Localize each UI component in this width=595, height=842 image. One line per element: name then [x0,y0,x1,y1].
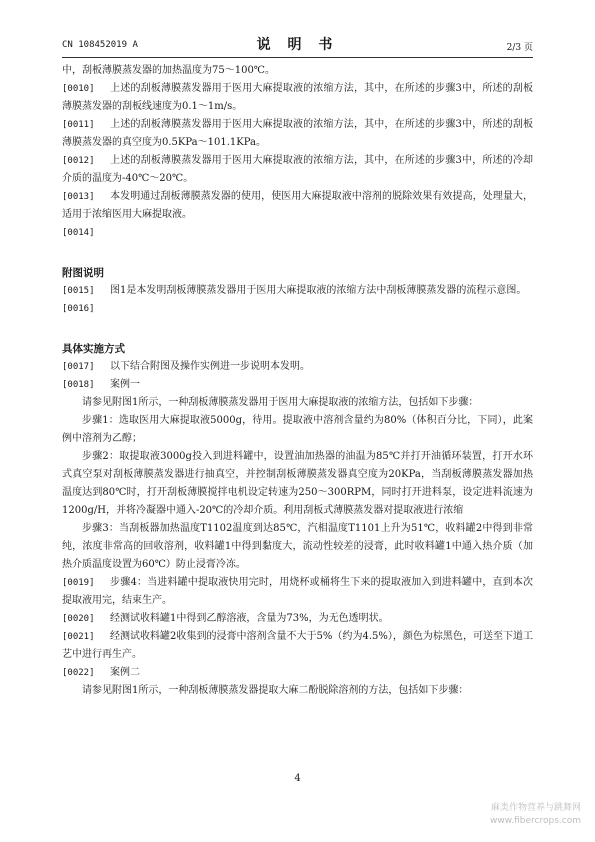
paragraph-step-1: 步骤1：选取医用大麻提取液5000g，待用。提取液中溶剂含量约为80%（体积百分比，下同），此案例中溶剂为乙醇； [62,415,533,444]
header-divider [62,57,533,58]
paragraph-number: [0018] [62,380,95,390]
paragraph-number: [0015] [62,286,95,296]
watermark [490,802,581,828]
paragraph-number: [0010] [62,84,95,94]
section-heading-figures: 附图说明 [62,267,104,279]
paragraph-0016 [62,300,533,318]
paragraph-text: 图1是本发明刮板薄膜蒸发器用于医用大麻提取液的浓缩方法中刮板薄膜蒸发器的流程示意图。 [110,285,527,296]
paragraph-0018 [62,376,533,394]
paragraph-0019 [62,574,533,610]
paragraph-text: 步骤4：当进料罐中提取液快用完时，用烧杯或桶将生下来的提取液加入到进料罐中，直到本次提取液用完，结束生产。 [62,577,533,606]
paragraph-0017 [62,358,533,376]
paragraph-case-two-intro: 请参见附图1所示，一种刮板薄膜蒸发器提取大麻二酚脱除溶剂的方法，包括如下步骤： [82,685,469,696]
paragraph-0015 [62,282,533,300]
paragraph-number: [0011] [62,120,95,130]
paragraph-0011 [62,116,533,152]
page-number: 4 [294,773,301,784]
paragraph-text: 上述的刮板薄膜蒸发器用于医用大麻提取液的浓缩方法，其中，在所述的步骤3中，所述的刮板薄膜蒸发器的刮板线速度为0.1～1m/s。 [62,83,533,112]
paragraph-text: 案例二 [110,667,140,678]
paragraph-0010 [62,80,533,116]
paragraph-case-intro: 请参见附图1所示，一种刮板薄膜蒸发器用于医用大麻提取液的浓缩方法，包括如下步骤： [82,397,479,408]
paragraph-text: 上述的刮板薄膜蒸发器用于医用大麻提取液的浓缩方法，其中，在所述的步骤3中，所述的冷却介质的温度为-40℃～20℃。 [62,155,533,184]
spacer [62,242,533,254]
paragraph-text: 本发明通过刮板薄膜蒸发器的使用，使医用大麻提取液中溶剂的脱除效果有效提高，处理量大，适用于浓缩医用大麻提取液。 [62,191,533,220]
publication-number: CN 108452019 A [62,40,138,50]
paragraph-0012 [62,152,533,188]
paragraph-number: [0016] [62,304,95,314]
page-info: 2/3 页 [506,43,533,53]
paragraph-text: 上述的刮板薄膜蒸发器用于医用大麻提取液的浓缩方法，其中，在所述的步骤3中，所述的刮板薄膜蒸发器的真空度为0.5KPa～101.1KPa。 [62,119,533,148]
paragraph-number: [0017] [62,362,95,372]
paragraph-0014 [62,224,533,242]
paragraph-number: [0022] [62,668,95,678]
paragraph-number: [0019] [62,578,95,588]
section-heading-implementation: 具体实施方式 [62,343,125,355]
paragraph-number: [0020] [62,614,95,624]
paragraph-step-3: 步骤3：当刮板器加热温度T1102温度到达85℃，汽相温度T1101上升为51℃，收料罐2中得到非常纯，浓度非常高的回收溶剂，收料罐1中得到黏度大，流动性较差的浸膏，此时收料罐1中通入热介质（加热介质温度设置为60℃）防止浸膏冷冻。 [62,523,533,570]
paragraph-number: [0013] [62,192,95,202]
watermark-line-1: 麻类作物营养与跳舞网 [490,803,581,813]
paragraph-0020 [62,610,533,628]
document-title: 说 明 书 [256,37,339,53]
paragraph-continued: 中，刮板薄膜蒸发器的加热温度为75～100℃。 [62,65,275,76]
spacer [62,318,533,330]
paragraph-text: 经测试收料罐1中得到乙醇溶液，含量为73%，为无色透明状。 [110,613,389,624]
document-body [62,62,533,700]
paragraph-text: 案例一 [110,379,140,390]
paragraph-0022 [62,664,533,682]
paragraph-0013 [62,188,533,224]
paragraph-0021 [62,628,533,664]
paragraph-step-2: 步骤2：取提取液3000g投入到进料罐中，设置油加热器的油温为85℃并打开油循环装置，打开水环式真空泵对刮板薄膜蒸发器进行抽真空，并控制刮板薄膜蒸发器真空度为20KPa，当刮板薄膜蒸发器加热温度达到80℃时，打开刮板薄膜搅拌电机设定转速为250～300RPM，同时打开进料泵，设定进料流速为1200g/H，并将冷凝器中通入-20℃的冷却介质。利用刮板式薄膜蒸发器对提取液进行浓缩 [62,451,533,516]
paragraph-text: 以下结合附图及操作实例进一步说明本发明。 [110,361,310,372]
paragraph-text: 经测试收料罐2收集到的浸膏中溶剂含量不大于5%（约为4.5%），颜色为棕黑色，可送至下道工艺中进行再生产。 [62,631,533,660]
watermark-line-2: www.fibercrops.com [490,816,581,826]
paragraph-number: [0014] [62,228,95,238]
page-header [62,32,533,54]
paragraph-number: [0021] [62,632,95,642]
paragraph-number: [0012] [62,156,95,166]
